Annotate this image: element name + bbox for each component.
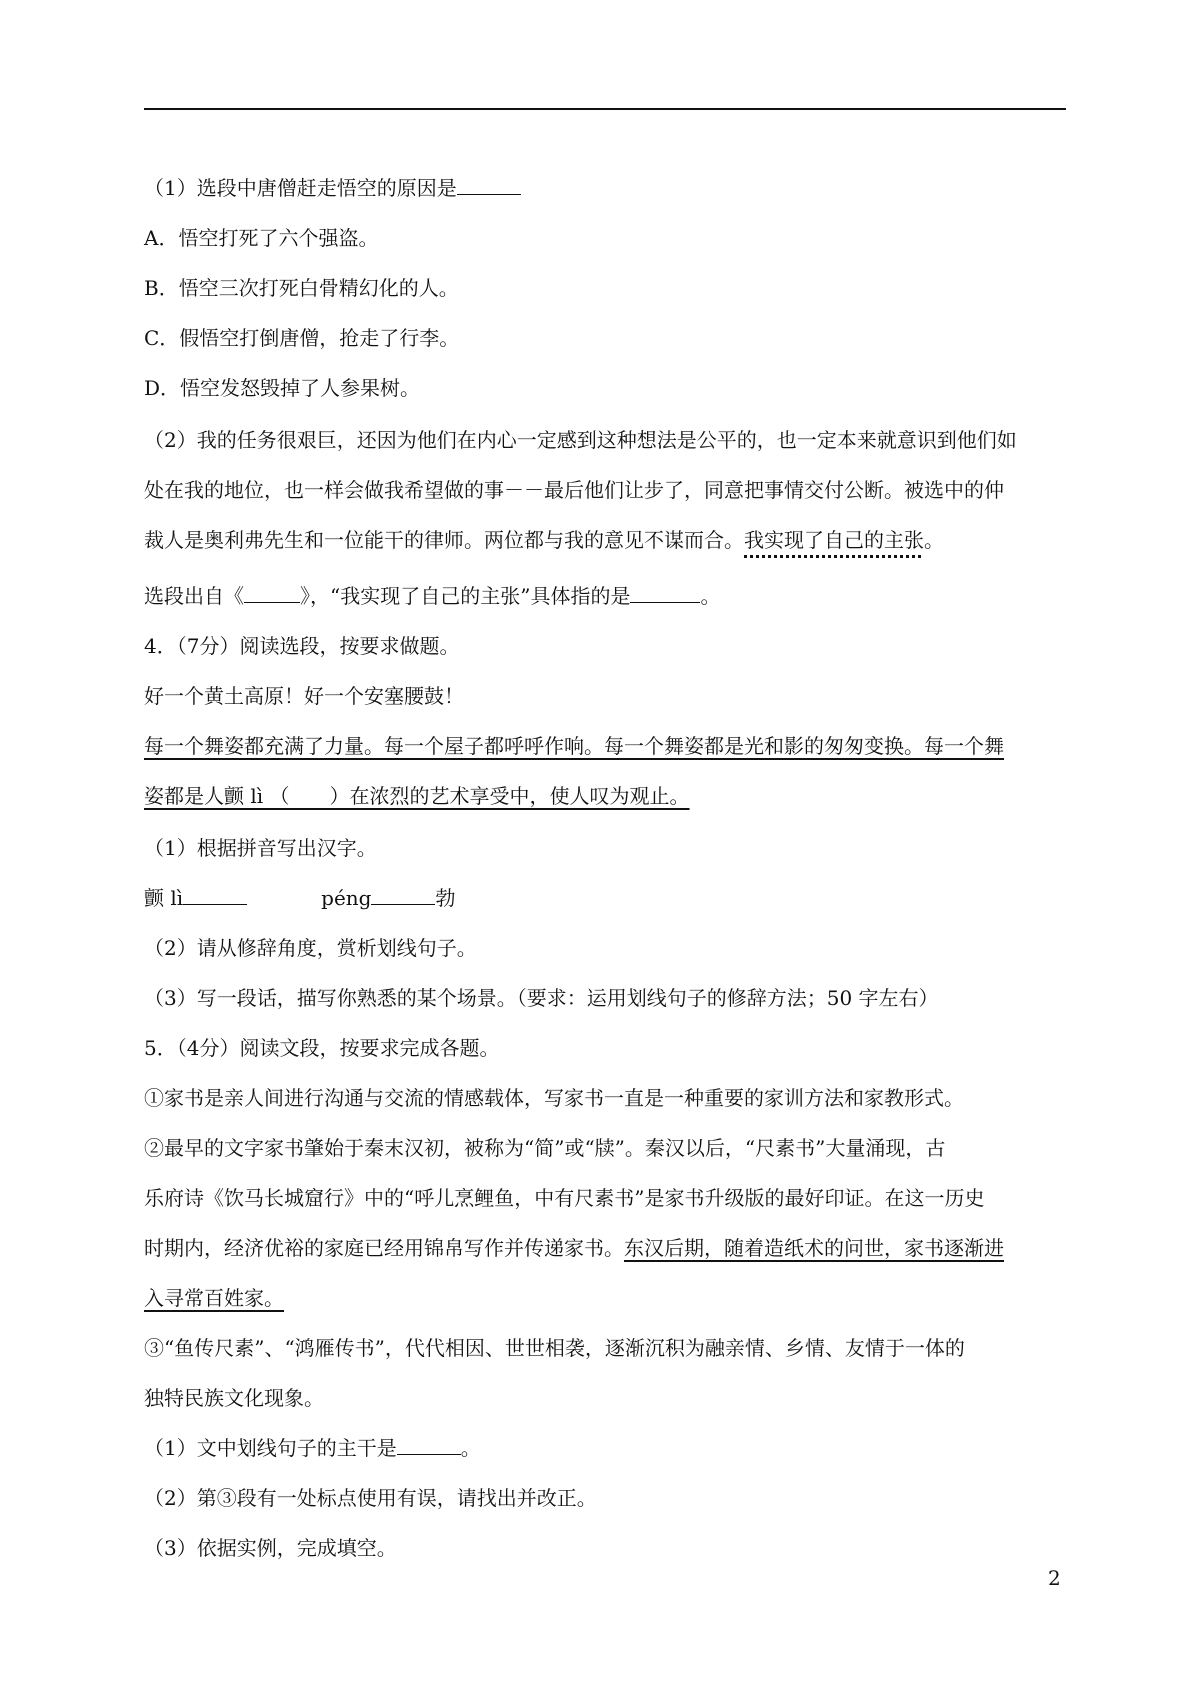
q5-p2-line1: ②最早的文字家书肇始于秦末汉初，被称为“简”或“牍”。秦汉以后，“尺素书”大量涌现，古 xyxy=(144,1136,946,1160)
answer-blank xyxy=(457,174,521,195)
q5-p2-line3: 时期内，经济优裕的家庭已经用锦帛写作并传递家书。东汉后期，随着造纸术的问世，家书逐渐进 xyxy=(144,1236,1004,1260)
q4-sub1: （1）根据拼音写出汉字。 xyxy=(144,836,377,860)
q4-underlined-line2: 姿都是人颤 lì （ ）在浓烈的艺术享受中，使人叹为观止。 xyxy=(144,784,690,808)
q3-sub2-question: 选段出自《 》，“我实现了自己的主张”具体指的是 。 xyxy=(144,584,721,608)
page-number: 2 xyxy=(1048,1566,1061,1590)
q3-sub2-line3: 裁人是奥利弗先生和一位能干的律师。两位都与我的意见不谋而合。我实现了自己的主张。 xyxy=(144,528,944,552)
answer-blank xyxy=(371,884,435,905)
q5-p2-line4: 入寻常百姓家。 xyxy=(144,1286,284,1310)
q3-sub2-line1: （2）我的任务很艰巨，还因为他们在内心一定感到这种想法是公平的，也一定本来就意识到他们如 xyxy=(144,428,1017,452)
q4-pinyin-row: 颤 lì péng 勃 xyxy=(144,886,456,910)
q4-underlined-line1: 每一个舞姿都充满了力量。每一个屋子都呼呼作响。每一个舞姿都是光和影的匆匆变换。每一个舞 xyxy=(144,734,1004,758)
q5-sub3: （3）依据实例，完成填空。 xyxy=(144,1536,397,1560)
q5-p3-line2: 独特民族文化现象。 xyxy=(144,1386,324,1410)
q4-sub3: （3）写一段话，描写你熟悉的某个场景。（要求：运用划线句子的修辞方法；50 字左右） xyxy=(144,986,939,1010)
emphasis-dotted-text: 我实现了自己的主张 xyxy=(744,528,924,552)
header-rule xyxy=(144,108,1066,110)
option-d: D．悟空发怒毁掉了人参果树。 xyxy=(144,376,421,400)
q4-line1: 好一个黄土高原！好一个安塞腰鼓！ xyxy=(144,684,464,708)
q5-sub2: （2）第③段有一处标点使用有误，请找出并改正。 xyxy=(144,1486,597,1510)
q5-p2-line2: 乐府诗《饮马长城窟行》中的“呼儿烹鲤鱼，中有尺素书”是家书升级版的最好印证。在这一历史 xyxy=(144,1186,985,1210)
answer-blank xyxy=(183,884,247,905)
option-c: C．假悟空打倒唐僧，抢走了行李。 xyxy=(144,326,460,350)
q5-sub1: （1）文中划线句子的主干是 。 xyxy=(144,1436,481,1460)
q4-sub2: （2）请从修辞角度，赏析划线句子。 xyxy=(144,936,477,960)
option-a: A．悟空打死了六个强盗。 xyxy=(144,226,379,250)
answer-blank xyxy=(630,582,700,603)
q3-sub1-stem: （1）选段中唐僧赶走悟空的原因是 xyxy=(144,174,1066,202)
answer-blank xyxy=(397,1434,461,1455)
q4-heading: 4．（7分）阅读选段，按要求做题。 xyxy=(144,634,460,658)
q3-sub2-line2: 处在我的地位，也一样会做我希望做的事－－最后他们让步了，同意把事情交付公断。被选中的仲 xyxy=(144,478,1004,502)
answer-blank xyxy=(244,582,300,603)
q5-p1: ①家书是亲人间进行沟通与交流的情感载体，写家书一直是一种重要的家训方法和家教形式。 xyxy=(144,1086,964,1110)
option-b: B．悟空三次打死白骨精幻化的人。 xyxy=(144,276,459,300)
q5-p3-line1: ③“鱼传尺素”、“鸿雁传书”，代代相因、世世相袭，逐渐沉积为融亲情、乡情、友情于一体的 xyxy=(144,1336,965,1360)
q5-heading: 5．（4分）阅读文段，按要求完成各题。 xyxy=(144,1036,500,1060)
